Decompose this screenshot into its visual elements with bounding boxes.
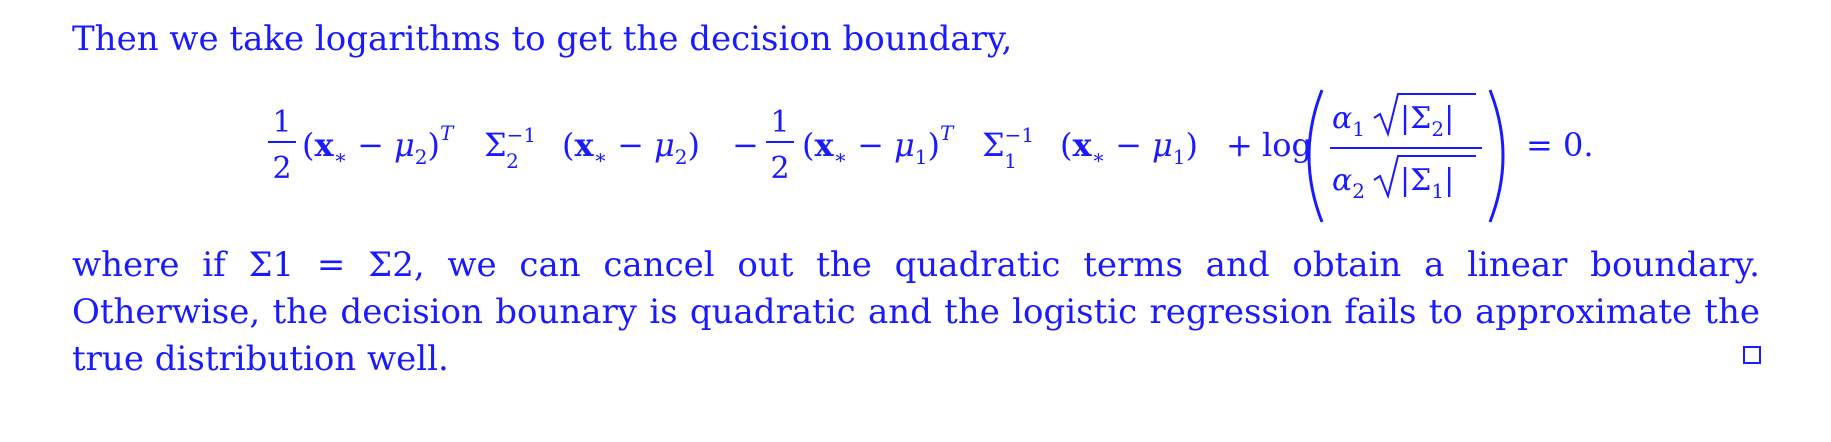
eq-sigma1-inv: $\Sigma^{-1}$ 1 bbox=[982, 123, 1035, 173]
eq-log: log bbox=[1262, 126, 1312, 164]
eq-term-4: $(x_∗ - \mu_1)$ bbox=[1060, 126, 1198, 169]
decision-boundary-equation bbox=[0, 86, 1831, 226]
eq-term-2: $(x_∗ - \mu_2)$ bbox=[562, 126, 700, 169]
intro-text: Then we take logarithms to get the decision boundary, bbox=[72, 19, 1013, 59]
eq-ratio-denominator-det: $|\Sigma_1|$ bbox=[1400, 163, 1455, 203]
eq-big-paren-right bbox=[1490, 90, 1503, 222]
eq-ratio-denominator-alpha: $\alpha_2$ bbox=[1332, 163, 1365, 203]
eq-term-1: $(x_∗ - \mu_2)^T$ bbox=[302, 121, 454, 169]
eq-plus: + bbox=[1226, 126, 1253, 164]
eq-sigma2-inv: $\Sigma^{-1}$ 2 bbox=[484, 123, 537, 173]
eq-term-3: $(x_∗ - \mu_1)^T$ bbox=[802, 121, 954, 169]
eq-ratio-numerator-alpha: $\alpha_1$ bbox=[1332, 101, 1365, 141]
conclusion-text: where if Σ1 = Σ2, we can cancel out the quadratic terms and obtain a linear boundary. Otherwise, the decision bounary is quadratic and the logistic regression fails to approximate the true distribution well. bbox=[72, 245, 1760, 379]
eq-half-den-2: 2 bbox=[770, 151, 790, 186]
eq-rhs: = 0. bbox=[1526, 126, 1594, 164]
eq-ratio-numerator-det: $|\Sigma_2|$ bbox=[1400, 101, 1455, 141]
eq-half-num-1: 1 bbox=[272, 105, 292, 140]
qed-square-icon bbox=[1743, 346, 1761, 364]
eq-half-den-1: 2 bbox=[272, 151, 292, 186]
eq-minus: − bbox=[732, 126, 759, 164]
eq-half-num-2: 1 bbox=[770, 105, 790, 140]
